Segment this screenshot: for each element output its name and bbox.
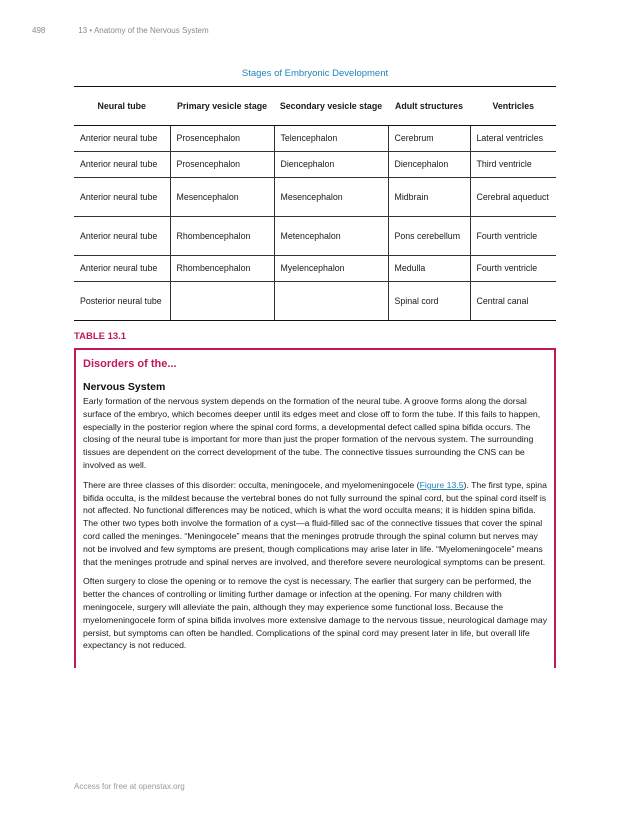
table-row [74, 178, 556, 217]
embryonic-stages-table [74, 86, 556, 321]
page-header [32, 26, 209, 35]
table-cell: Lateral ventricles [470, 126, 556, 152]
table-caption: Stages of Embryonic Development [241, 68, 389, 79]
table-cell: Anterior neural tube [74, 217, 170, 256]
table-header-row [74, 87, 556, 126]
table-row [74, 282, 556, 321]
paragraph-text: ). The first type, spina bifida occulta, is the mildest because the vertebral bones do not fully surround the spinal cord, but the spinal cord itself is not affected. No functional differences may be noticed, which is what the word occulta means; it is hidden spina bifida. The other two types both involve the formation of a cyst—a fluid-filled sac of the connective tissues that cover the spinal cord called the meninges. “Meningocele” means that the meninges protrude through the spinal column but nerves may not be involved and few symptoms are present, though complications may arise later in life. “Myelomeningocele” means that the meninges protrude and spinal nerves are involved, and therefore severe neurological symptoms can be present. [83, 479, 547, 567]
page-footer: Access for free at openstax.org [74, 782, 185, 791]
figure-link[interactable]: Figure 13.5 [419, 479, 464, 490]
table-cell: Posterior neural tube [74, 282, 170, 321]
table-row [74, 256, 556, 282]
feature-paragraph: Early formation of the nervous system depends on the formation of the neural tube. A groove forms along the dorsal surface of the embryo, which becomes deeper until its edges meet and close off to form the tube. If this fails to happen, especially in the posterior region where the spinal cord forms, a developmental defect called spina bifida occurs. The closing of the neural tube is important for more than just the proper formation of the nervous system. The surrounding tissues are dependent on the correct development of the tube. The connective tissues surrounding the CNS can be involved as well. [83, 396, 541, 470]
table-cell: Central canal [470, 282, 556, 321]
paragraph-text: There are three classes of this disorder: occulta, meningocele, and myelomeningocele ( [83, 479, 420, 490]
table-row [74, 126, 556, 152]
table-cell: Anterior neural tube [74, 126, 170, 152]
table-cell [274, 282, 388, 321]
table-cell: Prosencephalon [170, 152, 274, 178]
table-cell: Mesencephalon [274, 178, 388, 217]
table-cell: Myelencephalon [274, 256, 388, 282]
table-cell: Cerebral aqueduct [470, 178, 556, 217]
feature-subtitle: Nervous System [83, 381, 166, 393]
table-cell: Rhombencephalon [170, 256, 274, 282]
table-cell: Pons cerebellum [388, 217, 470, 256]
table-label: TABLE 13.1 [74, 331, 127, 342]
table-cell: Rhombencephalon [170, 217, 274, 256]
table-cell: Anterior neural tube [74, 256, 170, 282]
table-cell: Spinal cord [388, 282, 470, 321]
column-header: Adult structures [388, 87, 470, 126]
table-cell: Diencephalon [274, 152, 388, 178]
table-cell: Diencephalon [388, 152, 470, 178]
feature-paragraph: Often surgery to close the opening or to remove the cyst is necessary. The earlier that surgery can be performed, the better the chances of controlling or limiting further damage or infection at the opening. For many children with meningocele, surgery will alleviate the pain, although they may experience some functional loss. Because the myelomeningocele form of spina bifida involves more extensive damage to the nervous tissue, neurological damage may persist, but symptoms can often be handled. Complications of the spinal cord may present later in life, but overall life expectancy is not reduced. [83, 576, 548, 651]
table-cell [170, 282, 274, 321]
column-header: Neural tube [74, 87, 170, 126]
feature-paragraph [83, 479, 548, 569]
running-title: 13 • Anatomy of the Nervous System [78, 26, 209, 35]
table-row [74, 217, 556, 256]
table-row [74, 152, 556, 178]
page-number: 498 [32, 26, 46, 35]
table-cell: Mesencephalon [170, 178, 274, 217]
table-cell: Midbrain [388, 178, 470, 217]
table-cell: Anterior neural tube [74, 178, 170, 217]
column-header: Secondary vesicle stage [274, 87, 388, 126]
table-cell: Third ventricle [470, 152, 556, 178]
table-cell: Telencephalon [274, 126, 388, 152]
table-cell: Fourth ventricle [470, 217, 556, 256]
table-cell: Prosencephalon [170, 126, 274, 152]
table-cell: Fourth ventricle [470, 256, 556, 282]
feature-title: Disorders of the... [83, 358, 177, 370]
column-header: Primary vesicle stage [170, 87, 274, 126]
table-cell: Metencephalon [274, 217, 388, 256]
table-cell: Anterior neural tube [74, 152, 170, 178]
disorders-feature-box [74, 348, 556, 668]
table-cell: Medulla [388, 256, 470, 282]
table-cell: Cerebrum [388, 126, 470, 152]
column-header: Ventricles [470, 87, 556, 126]
